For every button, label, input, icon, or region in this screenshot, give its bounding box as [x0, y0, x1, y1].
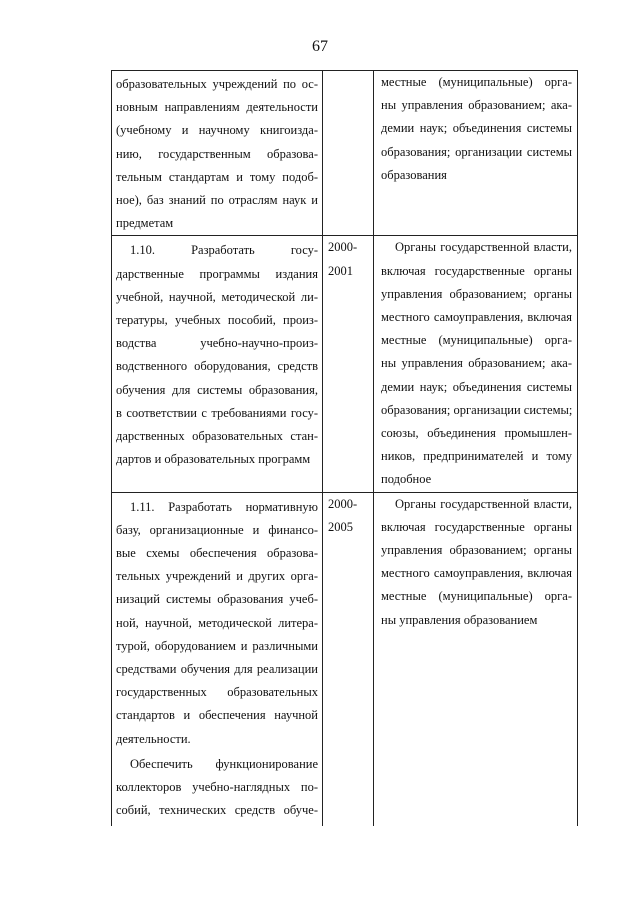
executor-cell	[374, 492, 578, 826]
text-line: водственного оборудования, средств	[116, 359, 318, 374]
text-line: учебной, научной, методической ли-	[116, 289, 318, 304]
text-line: водства учебно-научно-произ-	[116, 336, 318, 351]
text-line: местного самоуправления, включая	[381, 566, 572, 581]
text-line: нию, государственным образова-	[116, 146, 318, 161]
executor-cell	[374, 236, 578, 492]
text-line: образования; организации системы;	[381, 402, 572, 417]
text-line: 2005	[328, 519, 353, 534]
table-row	[112, 71, 578, 236]
text-line: 1.11. Разработать нормативную	[130, 499, 318, 514]
page-number: 67	[312, 38, 328, 55]
text-line: государственных образовательных	[116, 685, 318, 700]
term-cell	[323, 236, 374, 492]
text-line: образовательных учреждений по ос-	[116, 77, 318, 91]
executor-cell	[374, 71, 578, 236]
action-cell	[112, 236, 323, 492]
text-line: управления образованием; органы	[381, 543, 572, 558]
text-line: ны управления образованием; ака-	[381, 356, 572, 371]
term-cell	[323, 71, 374, 236]
text-line: тельным стандартам и тому подоб-	[116, 169, 318, 184]
table-row	[112, 492, 578, 826]
text-line: (учебному и научному книгоизда-	[116, 123, 318, 138]
text-line: низаций системы образования учеб-	[116, 592, 318, 607]
text-line: ны управления образованием; ака-	[381, 98, 572, 113]
text-line: включая государственные органы	[381, 263, 572, 278]
table-row	[112, 236, 578, 492]
text-line: стандартов и обеспечения научной	[116, 708, 318, 723]
text-line: образования	[381, 167, 447, 182]
text-line: вые схемы обеспечения образова-	[116, 546, 318, 561]
text-line: 2000-	[328, 496, 358, 511]
text-line: Органы государственной власти,	[395, 496, 572, 511]
text-line: местные (муниципальные) орга-	[381, 75, 572, 89]
text-line: образования; организации системы	[381, 144, 572, 159]
text-line: предметам	[116, 216, 174, 231]
plan-table	[111, 70, 578, 826]
text-line: ное), баз знаний по отраслям наук и	[116, 193, 318, 208]
text-line: демии наук; объединения системы	[381, 379, 572, 394]
text-line: демии наук; объединения системы	[381, 121, 572, 136]
text-line: тературы, учебных пособий, произ-	[116, 313, 318, 328]
text-line: ников, предпринимателей и тому	[381, 449, 572, 464]
text-line: турой, оборудованием и различными	[116, 638, 318, 653]
action-cell	[112, 492, 323, 826]
text-line: тельных учреждений и других орга-	[116, 569, 318, 584]
text-line: местные (муниципальные) орга-	[381, 589, 572, 604]
term-cell	[323, 492, 374, 826]
text-line: дартов и образовательных программ	[116, 452, 311, 467]
text-line: 1.10. Разработать госу-	[130, 243, 318, 258]
text-line: обучения для системы образования,	[116, 382, 318, 397]
text-line: собий, технических средств обуче-	[116, 803, 318, 818]
text-line: местного самоуправления, включая	[381, 310, 572, 325]
text-line: Органы государственной власти,	[395, 240, 572, 255]
text-line: базу, организационные и финансо-	[116, 522, 318, 537]
text-line: новным направлениям деятельности	[116, 100, 318, 115]
text-line: в соответствии с требованиями госу-	[116, 405, 318, 420]
text-line: дарственные программы издания	[116, 266, 318, 281]
text-line: управления образованием; органы	[381, 286, 572, 301]
text-line: ны управления образованием	[381, 612, 538, 627]
text-line: средствами обучения для реализации	[116, 662, 318, 677]
text-line: подобное	[381, 472, 432, 487]
text-line: союзы, объединения промышлен-	[381, 426, 572, 441]
text-line: деятельности.	[116, 731, 191, 746]
text-line: 2000-	[328, 240, 358, 255]
text-line: коллекторов учебно-наглядных по-	[116, 780, 318, 795]
text-line: ной, научной, методической литера-	[116, 615, 318, 630]
text-line: 2001	[328, 263, 353, 278]
action-cell	[112, 71, 323, 236]
text-line: включая государственные органы	[381, 519, 572, 534]
text-line: местные (муниципальные) орга-	[381, 333, 572, 348]
text-line: Обеспечить функционирование	[130, 756, 318, 771]
text-line: дарственных образовательных стан-	[116, 429, 318, 444]
